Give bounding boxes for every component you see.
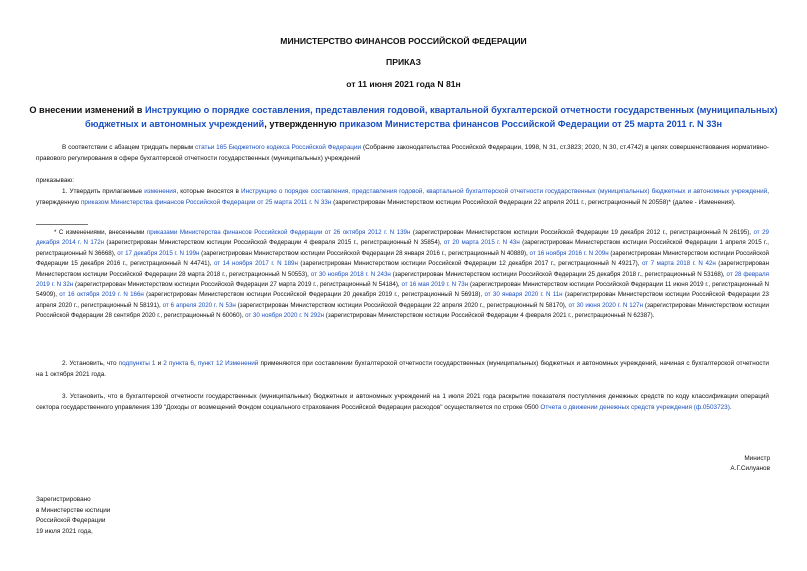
footnote-link[interactable]: от 16 мая 2019 г. N 73н [401,281,469,289]
title-link-institutions[interactable]: бюджетных и автономных учреждений [84,119,265,129]
link-subitem-1[interactable]: подпункты 1 [118,360,156,367]
footnote-link[interactable]: от 29 декабря 2014 г. N 172н [36,229,769,247]
footnote-text: (зарегистрирован Министерством юстиции Российской Федерации 4 февраля 2021 г., регистрационный N 62387). [324,312,655,320]
link-item-6-subitem-2[interactable]: 2 пункта 6 [163,360,194,367]
doc-date-number: от 11 июня 2021 года N 81н [346,79,461,89]
footnote-link[interactable]: от 17 декабря 2015 г. N 199н [117,249,200,257]
document-title [28,103,779,131]
link-instruction[interactable]: Инструкцию о порядке составления, представления годовой, квартальной бухгалтерской отчетности государственных (муниципальных) бюджетных и автономных учреждений [240,188,768,195]
footnote-link[interactable]: от 30 ноября 2018 г. N 243н [310,270,391,278]
link-cash-flow-report[interactable]: Отчета о движении денежных средств учреждения (ф.0503723) [540,403,730,411]
footnote-text: (зарегистрирован Министерством юстиции Российской Федерации 4 февраля 2015 г., регистрационный N 35854), [104,239,444,247]
footnote-text: (зарегистрирован Министерством юстиции Российской Федерации 25 декабря 2018 г., регистрационный N 53168), [390,270,727,278]
footnote-text: (зарегистрирован Министерством юстиции Российской Федерации 12 декабря 2017 г., регистрационный N 49217), [297,260,642,268]
title-link-instruction[interactable]: Инструкцию о порядке составления, представления годовой, квартальной бухгалтерской отчетности государственных (муниципальных) [145,105,778,115]
footnote-text: (зарегистрирован Министерством юстиции Российской Федерации 15 декабря 2016 г., регистрационный N 44741), [36,249,769,268]
ministry-header: МИНИСТЕРСТВО ФИНАНСОВ РОССИЙСКОЙ ФЕДЕРАЦИИ [280,36,527,46]
footnote-text: (зарегистрирован Министерством юстиции Российской Федерации 23 апреля 2020 г., регистрационный N 58191), [36,291,769,309]
item-1-paragraph: 1. Утвердить прилагаемые изменения, которые вносятся в Инструкцию о порядке составления, представления годовой, квартальной бухгалтерской отчетности государственных (муниципальных) бюджетных и автономных учреждений, утвержденную приказом Министерства финансов Российской Федерации от 25 марта 2011 г. N 33н (зарегистрирован Министерством юстиции Российской Федерации 22 апреля 2011 г., регистрационный N 20558)* (далее - Изменения). [36,188,769,206]
footnote-link[interactable]: от 28 февраля 2019 г. N 32н [36,270,770,289]
footnote-link[interactable]: от 30 ноября 2020 г. N 292н [245,312,325,320]
footnote-text: (зарегистрирован Министерством юстиции Российской Федерации 1 апреля 2015 г., регистрационный N 36668), [36,239,770,257]
title-text-1: О внесении изменений в [29,105,146,115]
link-changes[interactable]: изменения [144,188,177,195]
footnote-text: (зарегистрирован Министерством юстиции Российской Федерации 22 апреля 2020 г., регистрационный N 58170), [235,301,569,309]
footnote-text: (зарегистрирован Министерством юстиции Российской Федерации 19 декабря 2012 г., регистрационный N 26195), [410,229,754,236]
registration-line: Зарегистрировано [36,496,91,503]
footnote-text: * С изменениями, внесенными [54,229,147,236]
link-budget-code-article-165[interactable]: статьи 165 Бюджетного кодекса Российской Федерации [195,144,362,151]
footnote-text: (зарегистрирован Министерством юстиции Российской Федерации 27 марта 2019 г., регистрационный N 54184), [73,281,402,289]
signature-position: Министр [744,455,770,462]
registration-line: 19 июля 2021 года, [36,527,93,535]
doc-type-heading: ПРИКАЗ [386,57,421,67]
footnote-link[interactable]: от 20 марта 2015 г. N 43н [443,239,520,247]
footnote-paragraph [36,228,769,322]
order-word: приказываю: [36,177,74,184]
preamble-paragraph: В соответствии с абзацем тридцать первым статьи 165 Бюджетного кодекса Российской Федерации (Собрание законодательства Российской Федерации, 1998, N 31, ст.3823; 2020, N 30, ст.4742) в целях совершенствования нормативно-правового регулирования в сфере бухгалтерской отчетности государственных (муниципальных) учреждений [36,144,769,162]
item-3-paragraph: 3. Установить, что в бухгалтерской отчетности государственных (муниципальных) бюджетных и автономных учреждений на 1 июля 2021 года раскрытие показателя поступления денежных средств по коду классификации операций сектора государственного управления 139 "Доходы от возмещений Фондом социального страхования Российской Федерации расходов" осуществляется по строке 0500 Отчета о движении денежных средств учреждения (ф.0503723). [36,393,769,411]
footnote-link[interactable]: от 7 марта 2018 г. N 42н [641,260,716,268]
footnote-link[interactable]: от 16 октября 2019 г. N 166н [59,291,144,299]
footnote-text: (зарегистрирован Министерством юстиции Российской Федерации 28 января 2016 г., регистрационный N 40889), [199,249,530,257]
signature-name: А.Г.Силуанов [730,465,770,472]
footnote-link[interactable]: от 30 июня 2020 г. N 127н [568,301,643,309]
footnote-link[interactable]: от 6 апреля 2020 г. N 53н [162,301,236,309]
footnote-text: (зарегистрирован Министерством юстиции Российской Федерации 28 сентября 2020 г., регистрационный N 60060), [36,301,769,320]
link-order-33n[interactable]: приказом Министерства финансов Российской Федерации от 25 марта 2011 г. N 33н [80,198,332,206]
registration-line: Российской Федерации [36,517,106,525]
registration-block [36,495,236,537]
title-link-order-33n[interactable]: приказом Министерства финансов Российской Федерации от 25 марта 2011 г. N 33н [339,119,723,129]
footnote-text: (зарегистрирован Министерством юстиции Российской Федерации 11 июня 2019 г., регистрационный N 54909), [36,281,769,299]
footnote-link[interactable]: приказами Министерства финансов Российской Федерации от 26 октября 2012 г. N 139н [146,229,411,236]
footnote-link[interactable]: от 30 января 2020 г. N 11н [484,291,563,299]
footnote-text: (зарегистрирован Министерством юстиции Российской Федерации 20 декабря 2019 г., регистрационный N 56918), [143,291,485,299]
footnote-link[interactable]: от 14 ноября 2017 г. N 189н [213,260,298,268]
link-item-12-changes[interactable]: пункт 12 Изменений [197,360,259,367]
title-text-2: , утвержденную [264,119,340,129]
item-2-paragraph: 2. Установить, что подпункты 1 и 2 пункта 6, пункт 12 Изменений применяются при составлении бухгалтерской отчетности государственных (муниципальных) бюджетных и автономных учреждений, начиная с бухгалтерской отчетности на 1 октября 2021 года. [36,360,769,378]
footnote-text: (зарегистрирован Министерством юстиции Российской Федерации 28 марта 2018 г., регистрационный N 50553), [36,260,770,278]
registration-line: в Министерстве юстиции [36,506,111,514]
footnote-divider [36,224,88,225]
footnote-link[interactable]: от 16 ноября 2016 г. N 209н [529,249,609,257]
